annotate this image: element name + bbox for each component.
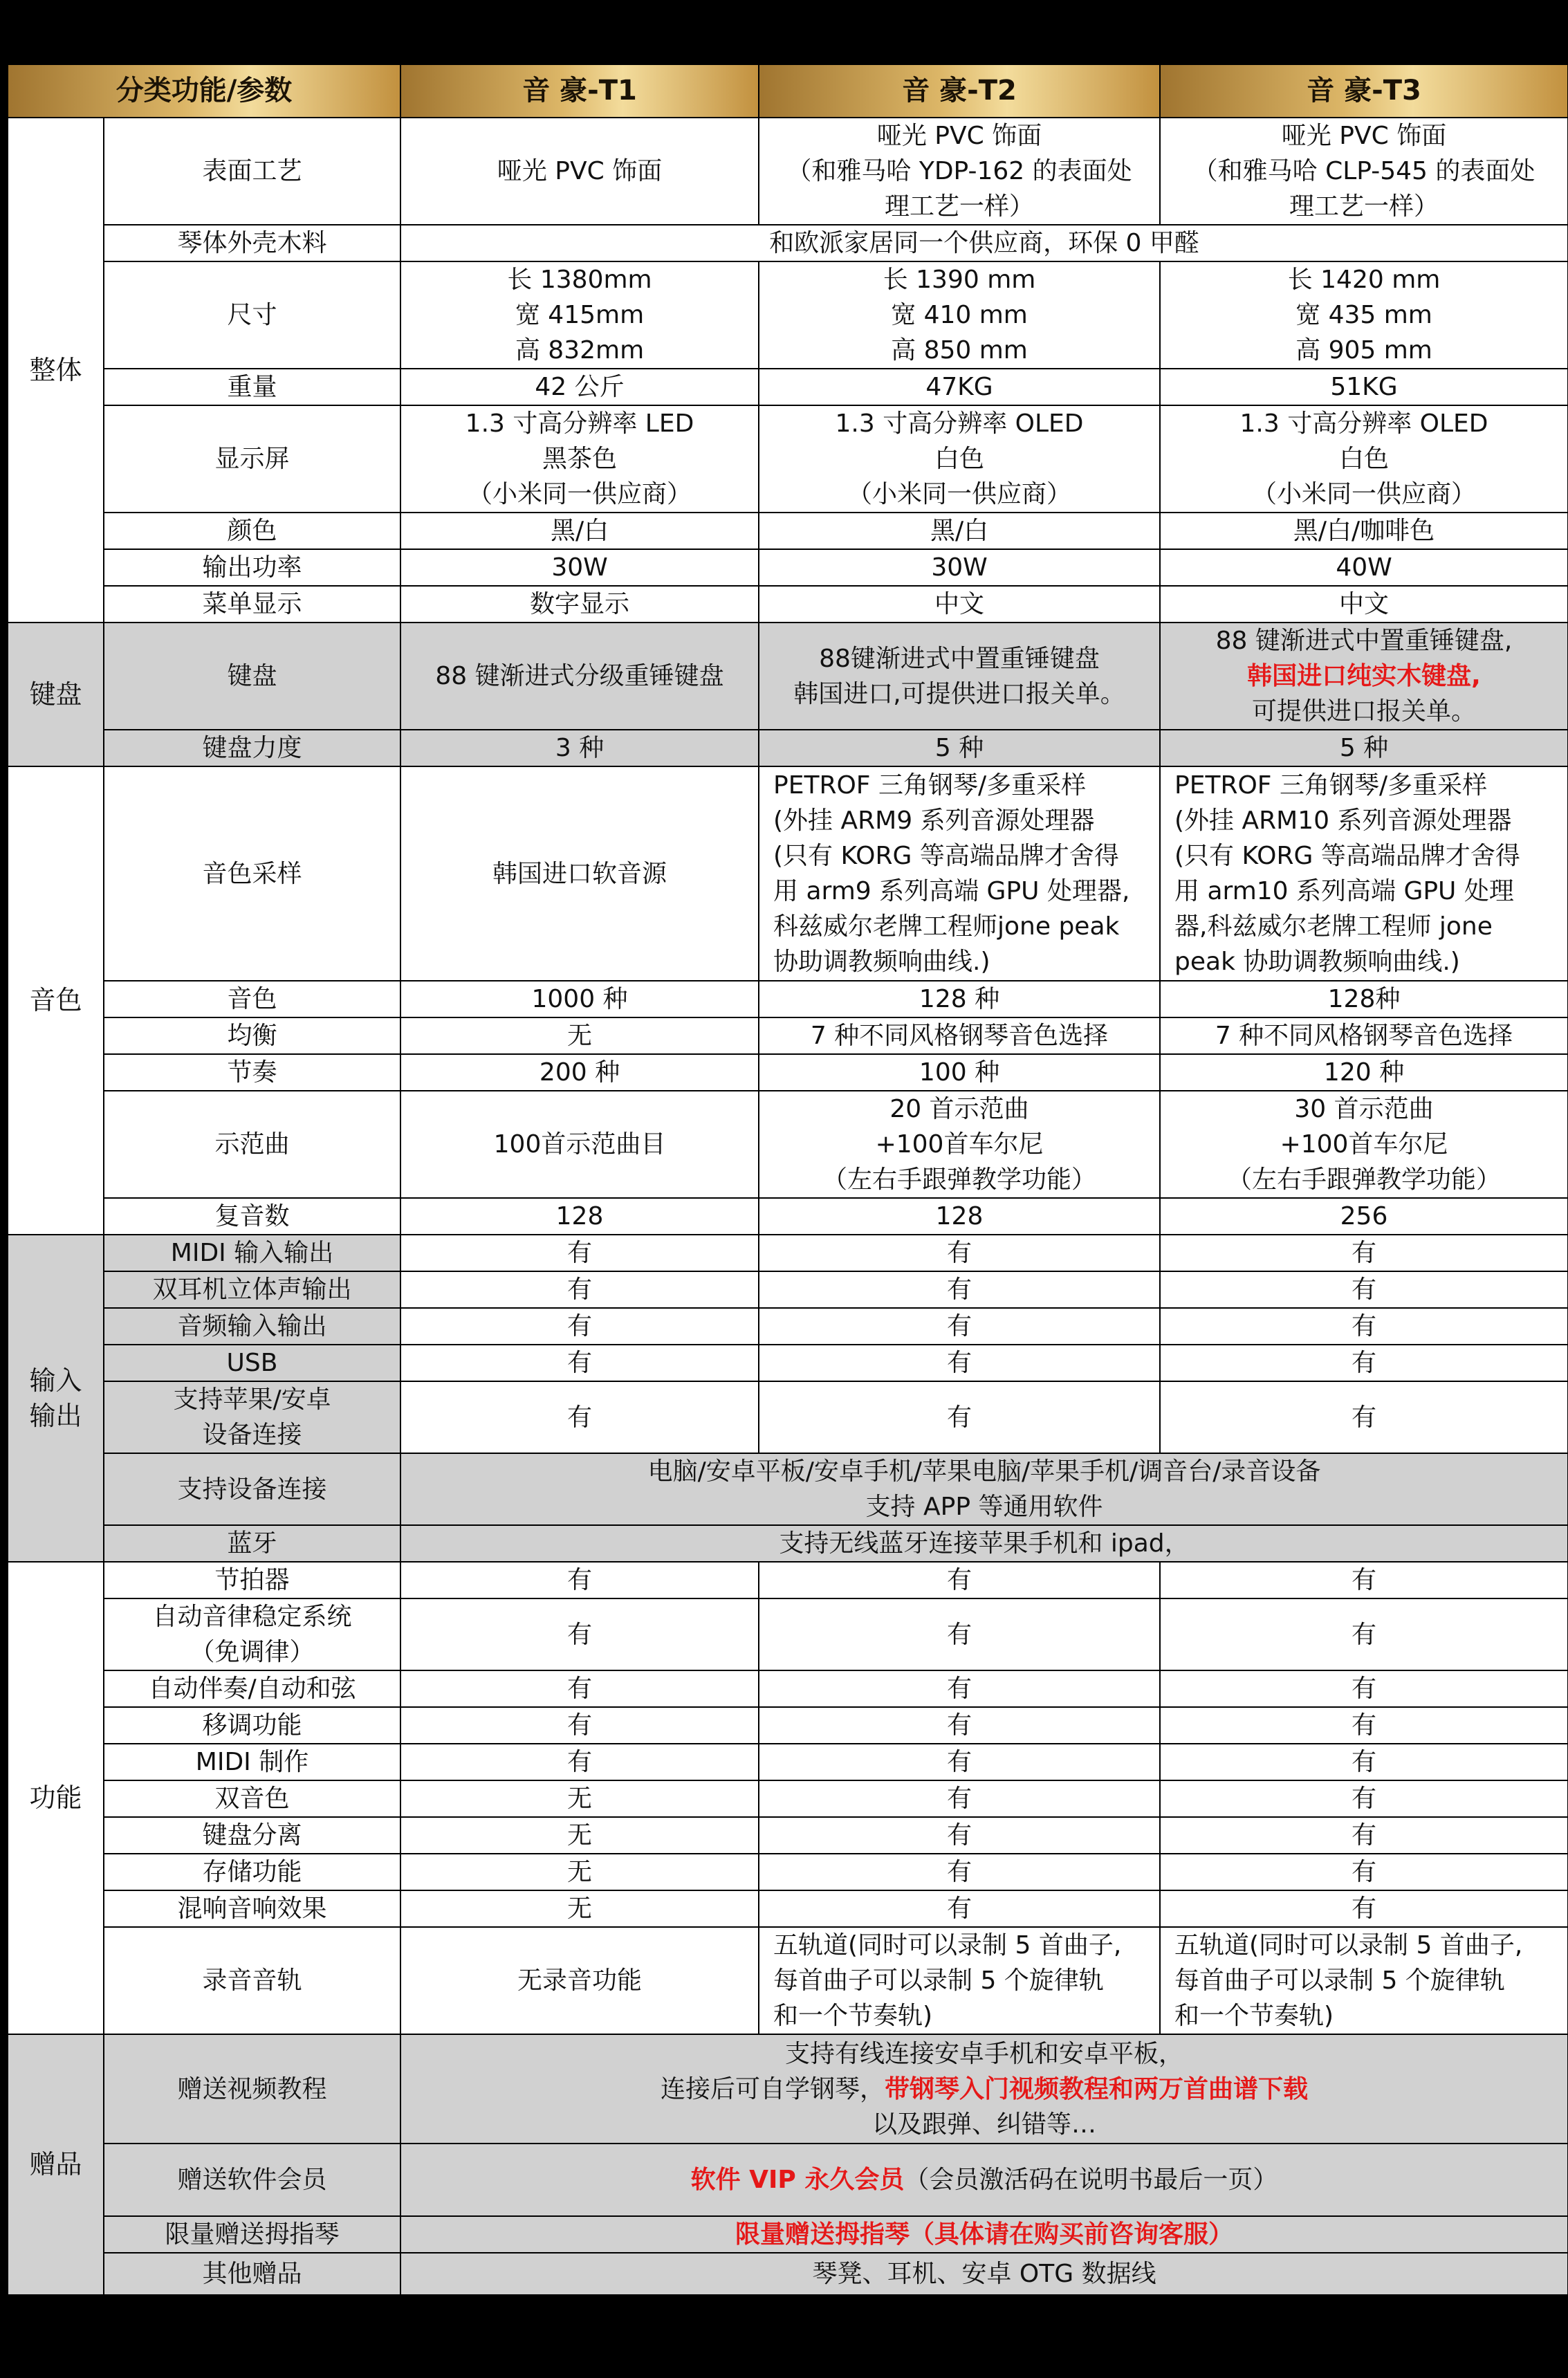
- row-label: 表面工艺: [104, 118, 400, 225]
- table-row: [8, 1054, 1568, 1091]
- row-label: 音频输入输出: [104, 1308, 400, 1345]
- row-label: 键盘力度: [104, 730, 400, 766]
- row-label: 支持苹果/安卓 设备连接: [104, 1381, 400, 1453]
- t1-cell: 88 键渐进式分级重锤键盘: [400, 623, 759, 730]
- t1-cell: 128: [400, 1198, 759, 1235]
- t1-cell: 韩国进口软音源: [400, 766, 759, 981]
- table-row: [8, 623, 1568, 730]
- t3-cell: 7 种不同风格钢琴音色选择: [1160, 1017, 1568, 1054]
- row-label: 复音数: [104, 1198, 400, 1235]
- category-gifts: 赠品: [8, 2034, 104, 2295]
- highlight-text: 软件 VIP 永久会员: [690, 2166, 905, 2194]
- t1-cell: 无: [400, 1817, 759, 1854]
- t3-cell: 哑光 PVC 饰面 （和雅马哈 CLP-545 的表面处 理工艺一样）: [1160, 118, 1568, 225]
- t3-cell: 有: [1160, 1562, 1568, 1598]
- t1-cell: 无: [400, 1780, 759, 1817]
- t3-cell: 有: [1160, 1381, 1568, 1453]
- t1-cell: 42 公斤: [400, 369, 759, 405]
- table-row: [8, 369, 1568, 405]
- t2-cell: 30W: [759, 549, 1160, 586]
- row-label: 输出功率: [104, 549, 400, 586]
- merged-cell: 软件 VIP 永久会员（会员激活码在说明书最后一页）: [400, 2144, 1568, 2216]
- row-label: 其他赠品: [104, 2253, 400, 2295]
- row-label: 重量: [104, 369, 400, 405]
- table-row: [8, 2216, 1568, 2253]
- t1-cell: 有: [400, 1308, 759, 1345]
- row-label: 混响音响效果: [104, 1890, 400, 1927]
- spec-table-wrapper: [7, 64, 1567, 2296]
- t2-cell: 有: [759, 1707, 1160, 1744]
- t3-cell: 5 种: [1160, 730, 1568, 766]
- table-row: [8, 2144, 1568, 2216]
- row-label: 录音音轨: [104, 1927, 400, 2034]
- t2-cell: 20 首示范曲 +100首车尔尼 （左右手跟弹教学功能）: [759, 1091, 1160, 1198]
- table-row: [8, 1525, 1568, 1562]
- t3-cell: 有: [1160, 1271, 1568, 1308]
- t3-cell: 256: [1160, 1198, 1568, 1235]
- t2-cell: 1.3 寸高分辨率 OLED 白色 （小米同一供应商）: [759, 405, 1160, 513]
- merged-cell: 琴凳、耳机、安卓 OTG 数据线: [400, 2253, 1568, 2295]
- row-label: 菜单显示: [104, 586, 400, 623]
- row-label: 蓝牙: [104, 1525, 400, 1562]
- t2-cell: 有: [759, 1854, 1160, 1890]
- table-row: [8, 1670, 1568, 1707]
- table-row: [8, 1198, 1568, 1235]
- t2-cell: 哑光 PVC 饰面 （和雅马哈 YDP-162 的表面处 理工艺一样）: [759, 118, 1160, 225]
- t2-cell: 有: [759, 1271, 1160, 1308]
- category-keyboard: 键盘: [8, 623, 104, 766]
- t2-cell: 有: [759, 1670, 1160, 1707]
- merged-cell: [400, 2216, 1568, 2253]
- t3-cell: 五轨道(同时可以录制 5 首曲子, 每首曲子可以录制 5 个旋律轨 和一个节奏轨): [1160, 1927, 1568, 2034]
- table-row: [8, 766, 1568, 981]
- t1-cell: 100首示范曲目: [400, 1091, 759, 1198]
- table-row: [8, 1927, 1568, 2034]
- t1-cell: 有: [400, 1670, 759, 1707]
- table-row: [8, 1271, 1568, 1308]
- t2-cell: 100 种: [759, 1054, 1160, 1091]
- t3-cell: 30 首示范曲 +100首车尔尼 （左右手跟弹教学功能）: [1160, 1091, 1568, 1198]
- t1-cell: 无: [400, 1890, 759, 1927]
- row-label: MIDI 输入输出: [104, 1235, 400, 1271]
- t3-cell: 有: [1160, 1308, 1568, 1345]
- table-row: [8, 405, 1568, 513]
- table-row: [8, 1744, 1568, 1780]
- header-t2: 音 豪-T2: [759, 64, 1160, 118]
- t3-cell: 51KG: [1160, 369, 1568, 405]
- row-label: 赠送视频教程: [104, 2034, 400, 2144]
- t1-cell: 有: [400, 1345, 759, 1381]
- row-label: 键盘分离: [104, 1817, 400, 1854]
- t3-cell: PETROF 三角钢琴/多重采样 (外挂 ARM10 系列音源处理器 (只有 KORG 等高端品牌才舍得 用 arm10 系列高端 GPU 处理 器,科兹威尔老牌工程师 jone peak 协助调教频响曲线.): [1160, 766, 1568, 981]
- t3-cell: 有: [1160, 1744, 1568, 1780]
- table-row: [8, 1707, 1568, 1744]
- t2-cell: 128: [759, 1198, 1160, 1235]
- t2-cell: 黑/白: [759, 513, 1160, 549]
- t3-cell: 中文: [1160, 586, 1568, 623]
- table-row: [8, 1235, 1568, 1271]
- t3-cell: 有: [1160, 1780, 1568, 1817]
- row-label: 尺寸: [104, 261, 400, 369]
- row-label: 音色采样: [104, 766, 400, 981]
- table-row: [8, 1017, 1568, 1054]
- t2-cell: 128 种: [759, 981, 1160, 1017]
- t2-cell: 有: [759, 1780, 1160, 1817]
- table-row: [8, 2253, 1568, 2295]
- row-label: 自动伴奏/自动和弦: [104, 1670, 400, 1707]
- table-row: [8, 981, 1568, 1017]
- t1-cell: 3 种: [400, 730, 759, 766]
- row-label: 均衡: [104, 1017, 400, 1054]
- t2-cell: 有: [759, 1890, 1160, 1927]
- t3-cell: 有: [1160, 1345, 1568, 1381]
- table-row: [8, 1562, 1568, 1598]
- t2-cell: 有: [759, 1744, 1160, 1780]
- table-row: [8, 1890, 1568, 1927]
- t3-cell: 1.3 寸高分辨率 OLED 白色 （小米同一供应商）: [1160, 405, 1568, 513]
- header-t3: 音 豪-T3: [1160, 64, 1568, 118]
- row-label: MIDI 制作: [104, 1744, 400, 1780]
- table-row: [8, 513, 1568, 549]
- header-row: [8, 64, 1568, 118]
- t1-cell: 有: [400, 1707, 759, 1744]
- row-label: 节奏: [104, 1054, 400, 1091]
- merged-cell: 和欧派家居同一个供应商，环保 0 甲醛: [400, 225, 1568, 261]
- t1-cell: 有: [400, 1271, 759, 1308]
- row-label: 限量赠送拇指琴: [104, 2216, 400, 2253]
- header-category: 分类功能/参数: [8, 64, 400, 118]
- table-row: [8, 1308, 1568, 1345]
- row-label: 音色: [104, 981, 400, 1017]
- table-row: [8, 1780, 1568, 1817]
- t3-cell: 有: [1160, 1817, 1568, 1854]
- t1-cell: 哑光 PVC 饰面: [400, 118, 759, 225]
- row-label: 移调功能: [104, 1707, 400, 1744]
- row-label: 颜色: [104, 513, 400, 549]
- t3-cell: 有: [1160, 1235, 1568, 1271]
- t3-cell: 有: [1160, 1890, 1568, 1927]
- t2-cell: 有: [759, 1235, 1160, 1271]
- category-io: 输入 输出: [8, 1235, 104, 1562]
- row-label: 支持设备连接: [104, 1453, 400, 1525]
- category-overall: 整体: [8, 118, 104, 623]
- t3-cell: 长 1420 mm 宽 435 mm 高 905 mm: [1160, 261, 1568, 369]
- t2-cell: 有: [759, 1308, 1160, 1345]
- merged-cell: 支持有线连接安卓手机和安卓平板， 连接后可自学钢琴，带钢琴入门视频教程和两万首曲谱下载 以及跟弹、纠错等…: [400, 2034, 1568, 2144]
- row-label: USB: [104, 1345, 400, 1381]
- highlight-text: 带钢琴入门视频教程和两万首曲谱下载: [885, 2074, 1309, 2103]
- t1-cell: 无: [400, 1854, 759, 1890]
- highlight-text: 限量赠送拇指琴（具体请在购买前咨询客服）: [735, 2220, 1234, 2249]
- table-row: [8, 1345, 1568, 1381]
- t1-cell: 无录音功能: [400, 1927, 759, 2034]
- highlight-text: 韩国进口纯实木键盘,: [1247, 662, 1481, 690]
- table-row: [8, 1817, 1568, 1854]
- t1-cell: 200 种: [400, 1054, 759, 1091]
- t1-cell: 无: [400, 1017, 759, 1054]
- row-label: 显示屏: [104, 405, 400, 513]
- t2-cell: 有: [759, 1598, 1160, 1670]
- table-row: [8, 225, 1568, 261]
- table-row: [8, 730, 1568, 766]
- merged-cell: 支持无线蓝牙连接苹果手机和 ipad，: [400, 1525, 1568, 1562]
- t2-cell: 有: [759, 1345, 1160, 1381]
- t2-cell: 五轨道(同时可以录制 5 首曲子, 每首曲子可以录制 5 个旋律轨 和一个节奏轨): [759, 1927, 1160, 2034]
- t1-cell: 有: [400, 1598, 759, 1670]
- t3-cell: 黑/白/咖啡色: [1160, 513, 1568, 549]
- table-row: [8, 118, 1568, 225]
- t2-cell: 88键渐进式中置重锤键盘 韩国进口,可提供进口报关单。: [759, 623, 1160, 730]
- row-label: 双音色: [104, 1780, 400, 1817]
- row-label: 存储功能: [104, 1854, 400, 1890]
- t3-cell: 120 种: [1160, 1054, 1568, 1091]
- t1-cell: 30W: [400, 549, 759, 586]
- table-row: [8, 1854, 1568, 1890]
- t1-cell: 有: [400, 1562, 759, 1598]
- row-label: 自动音律稳定系统 （免调律）: [104, 1598, 400, 1670]
- row-label: 赠送软件会员: [104, 2144, 400, 2216]
- t1-cell: 数字显示: [400, 586, 759, 623]
- table-row: [8, 2034, 1568, 2144]
- t2-cell: 有: [759, 1562, 1160, 1598]
- table-row: [8, 549, 1568, 586]
- t1-cell: 1.3 寸高分辨率 LED 黑茶色 （小米同一供应商）: [400, 405, 759, 513]
- t2-cell: 7 种不同风格钢琴音色选择: [759, 1017, 1160, 1054]
- row-label: 键盘: [104, 623, 400, 730]
- table-row: [8, 1598, 1568, 1670]
- t2-cell: 5 种: [759, 730, 1160, 766]
- table-row: [8, 1091, 1568, 1198]
- t1-cell: 黑/白: [400, 513, 759, 549]
- spec-comparison-table: [7, 64, 1568, 2296]
- row-label: 琴体外壳木料: [104, 225, 400, 261]
- t3-cell: 有: [1160, 1707, 1568, 1744]
- t3-cell: 有: [1160, 1670, 1568, 1707]
- table-row: [8, 586, 1568, 623]
- t2-cell: PETROF 三角钢琴/多重采样 (外挂 ARM9 系列音源处理器 (只有 KORG 等高端品牌才舍得 用 arm9 系列高端 GPU 处理器, 科兹威尔老牌工程师jone peak 协助调教频响曲线.): [759, 766, 1160, 981]
- t1-cell: 有: [400, 1381, 759, 1453]
- t3-cell: 有: [1160, 1598, 1568, 1670]
- category-sound: 音色: [8, 766, 104, 1235]
- table-row: [8, 1381, 1568, 1453]
- header-t1: 音 豪-T1: [400, 64, 759, 118]
- t2-cell: 有: [759, 1381, 1160, 1453]
- merged-cell: 电脑/安卓平板/安卓手机/苹果电脑/苹果手机/调音台/录音设备 支持 APP 等通用软件: [400, 1453, 1568, 1525]
- t2-cell: 长 1390 mm 宽 410 mm 高 850 mm: [759, 261, 1160, 369]
- t2-cell: 中文: [759, 586, 1160, 623]
- t1-cell: 长 1380mm 宽 415mm 高 832mm: [400, 261, 759, 369]
- t1-cell: 1000 种: [400, 981, 759, 1017]
- t1-cell: 有: [400, 1744, 759, 1780]
- t1-cell: 有: [400, 1235, 759, 1271]
- table-row: [8, 261, 1568, 369]
- table-row: [8, 1453, 1568, 1525]
- t2-cell: 有: [759, 1817, 1160, 1854]
- t2-cell: 47KG: [759, 369, 1160, 405]
- category-function: 功能: [8, 1562, 104, 2034]
- t3-cell: 128种: [1160, 981, 1568, 1017]
- row-label: 示范曲: [104, 1091, 400, 1198]
- row-label: 节拍器: [104, 1562, 400, 1598]
- row-label: 双耳机立体声输出: [104, 1271, 400, 1308]
- t3-cell: 40W: [1160, 549, 1568, 586]
- t3-cell: 有: [1160, 1854, 1568, 1890]
- t3-cell: 88 键渐进式中置重锤键盘, 韩国进口纯实木键盘, 可提供进口报关单。: [1160, 623, 1568, 730]
